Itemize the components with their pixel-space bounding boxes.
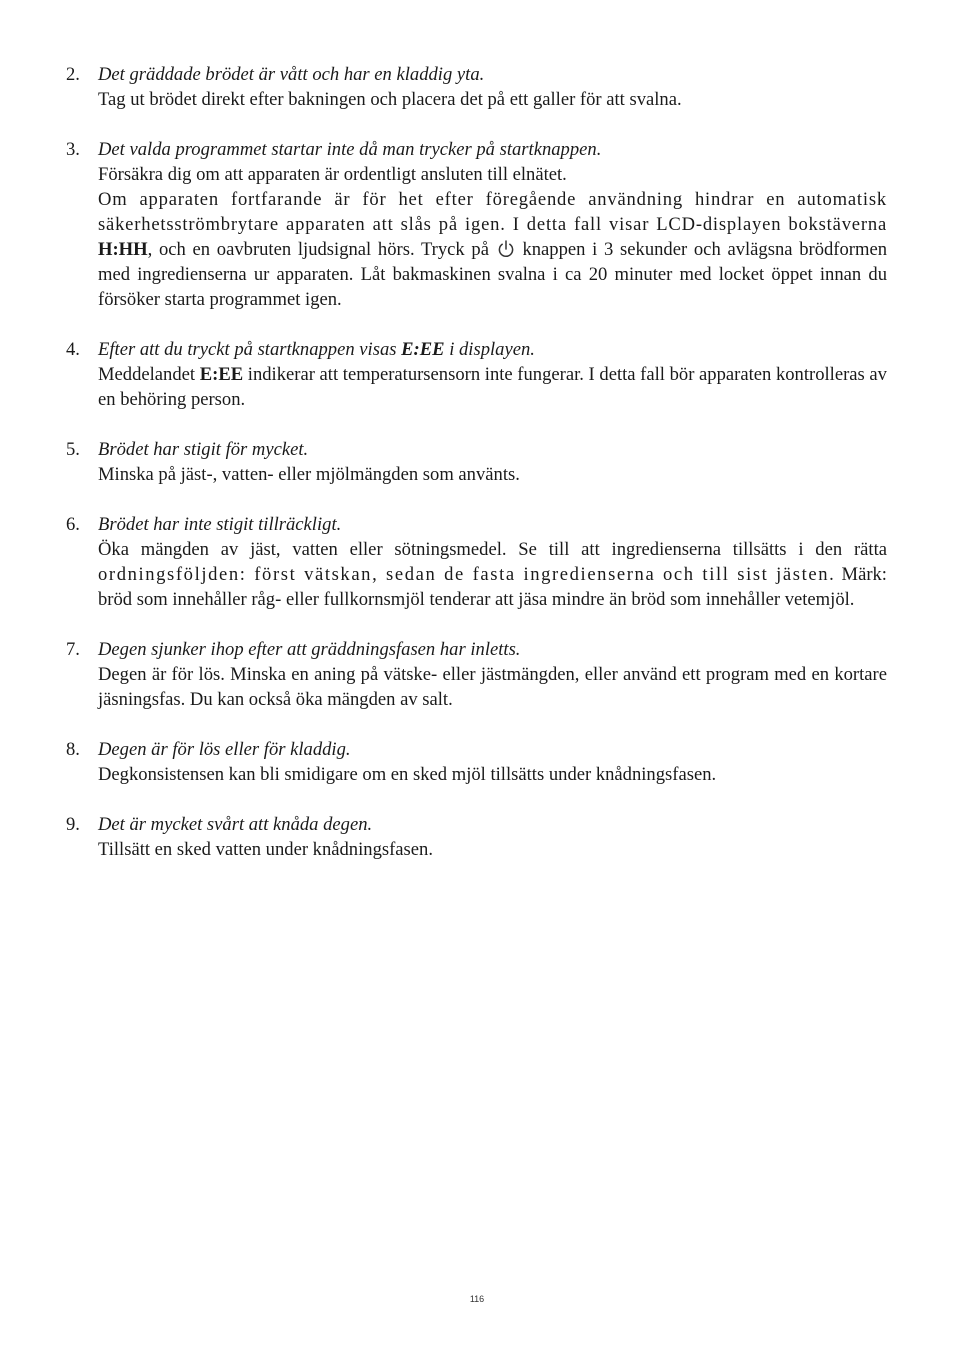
item-text-segment: , och en oavbruten ljudsignal hörs. Tryck på: [147, 239, 496, 260]
item-number: 4.: [66, 339, 80, 360]
item-text-segment: Om apparaten fortfarande är för het efter föregående användning hindrar en automatisk säkerhetsströmbrytare apparaten att slås på igen. I detta fall visar LCD-displayen bokstäverna: [98, 189, 887, 235]
item-heading-segment: Efter att du tryckt på startknappen visas: [98, 339, 402, 360]
item-number: 5.: [66, 439, 80, 460]
item-text-segment: Meddelandet: [98, 364, 200, 385]
item-heading-segment: i displayen.: [444, 339, 535, 360]
list-item: [66, 737, 887, 787]
item-number: 6.: [66, 514, 80, 535]
item-number: 8.: [66, 739, 80, 760]
item-text-segment: indikerar att temperatursensorn inte fungerar. I detta fall bör apparaten kontrolleras av en behöring person.: [98, 364, 887, 410]
item-heading: Brödet har inte stigit tillräckligt.: [98, 514, 342, 535]
list-item: [66, 812, 887, 862]
list-item: [66, 637, 887, 712]
item-text-segment: Märk: bröd som innehåller råg- eller fullkornsmjöl tenderar att jäsa mindre än bröd som innehåller vetemjöl.: [98, 564, 887, 610]
list-item: [66, 62, 887, 112]
item-heading: Det är mycket svårt att knåda degen.: [98, 814, 373, 835]
item-text: Tillsätt en sked vatten under knådningsfasen.: [98, 839, 433, 860]
item-number: 7.: [66, 639, 80, 660]
item-text: Degen är för lös. Minska en aning på vätske- eller jästmängden, eller använd ett program med en kortare jäsningsfas. Du kan också öka mängden av salt.: [98, 664, 887, 710]
item-heading: Degen är för lös eller för kladdig.: [98, 739, 351, 760]
list-item: [66, 137, 887, 312]
item-text: Tag ut brödet direkt efter bakningen och placera det på ett galler för att svalna.: [98, 89, 682, 110]
item-text: [98, 187, 887, 312]
list-item: [66, 512, 887, 612]
item-number: 3.: [66, 139, 80, 160]
list-item: [66, 437, 887, 487]
item-number: 2.: [66, 64, 80, 85]
item-text: Försäkra dig om att apparaten är ordentligt ansluten till elnätet.: [98, 164, 567, 185]
troubleshooting-list: [66, 62, 887, 862]
item-text: Minska på jäst-, vatten- eller mjölmängden som använts.: [98, 464, 520, 485]
item-text: [98, 362, 887, 412]
item-heading: [98, 337, 887, 362]
item-text-segment: knappen i 3 sekunder och avlägsna brödformen med ingredienserna ur apparaten. Låt bakmaskinen svalna i ca 20 minuter med locket öppet innan du försöker starta programmet igen.: [98, 239, 888, 310]
list-item: [66, 337, 887, 412]
page-number: 116: [469, 1294, 485, 1304]
display-code: E:EE: [199, 364, 244, 385]
item-text-segment: ordningsföljden: först vätskan, sedan de fasta ingredienserna och till sist jästen.: [98, 564, 836, 585]
display-code: E:EE: [401, 339, 445, 360]
item-heading: Brödet har stigit för mycket.: [98, 439, 309, 460]
item-text-segment: Öka mängden av jäst, vatten eller sötningsmedel. Se till att ingredienserna tillsätts i den rätta: [98, 539, 887, 560]
item-heading: Det valda programmet startar inte då man trycker på startknappen.: [98, 139, 602, 160]
item-number: 9.: [66, 814, 80, 835]
display-code: H:HH: [98, 239, 148, 260]
power-icon: [497, 239, 515, 259]
item-heading: Degen sjunker ihop efter att gräddningsfasen har inletts.: [98, 639, 521, 660]
item-heading: Det gräddade brödet är vått och har en kladdig yta.: [98, 64, 485, 85]
item-text: Degkonsistensen kan bli smidigare om en sked mjöl tillsätts under knådningsfasen.: [98, 764, 717, 785]
item-text: [98, 537, 887, 612]
